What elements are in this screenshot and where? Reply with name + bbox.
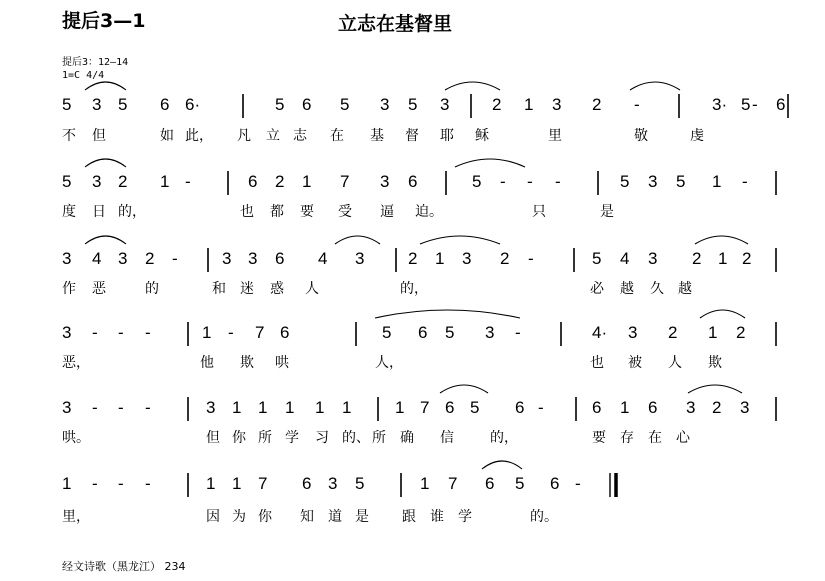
note: 3 bbox=[62, 249, 72, 268]
note: 5 bbox=[355, 474, 365, 493]
lyric-char: 但 bbox=[92, 128, 106, 144]
lyric-char: 的， bbox=[400, 281, 428, 297]
lyric-char: 稣 bbox=[475, 128, 489, 144]
note: 5 bbox=[62, 95, 72, 114]
lyric-char: 人 bbox=[668, 355, 682, 371]
slur bbox=[695, 236, 748, 244]
note: 3 bbox=[485, 323, 495, 342]
slur bbox=[445, 82, 500, 90]
lyric-char: 所 bbox=[258, 430, 272, 446]
note: 1 bbox=[524, 95, 534, 114]
note: 6 bbox=[408, 172, 418, 191]
lyric-char: 如 bbox=[160, 128, 174, 144]
slur bbox=[375, 310, 520, 318]
note: 6 bbox=[160, 95, 170, 114]
note: 7 bbox=[340, 172, 350, 191]
note: 3 bbox=[222, 249, 232, 268]
lyric-char: 的， bbox=[118, 204, 146, 220]
note: 1 bbox=[342, 398, 352, 417]
lyric-char: 惑 bbox=[270, 281, 284, 297]
note: 5 bbox=[472, 172, 482, 191]
note: 5 bbox=[382, 323, 392, 342]
lyric-char: 习 bbox=[315, 430, 329, 446]
note: 1 bbox=[420, 474, 430, 493]
lyric-char: 存 bbox=[620, 430, 634, 446]
note: 1 bbox=[206, 474, 216, 493]
lyric-char: 人， bbox=[375, 355, 403, 371]
note: - bbox=[118, 398, 124, 417]
slur bbox=[440, 385, 488, 393]
slur bbox=[335, 236, 380, 244]
note: - bbox=[145, 474, 151, 493]
note: - bbox=[538, 398, 544, 417]
lyric-char: 逼 bbox=[380, 204, 394, 220]
note: - bbox=[500, 172, 506, 191]
note: 6 bbox=[550, 474, 560, 493]
lyric-char: 哄。 bbox=[62, 430, 90, 446]
lyric-char: 是 bbox=[355, 509, 369, 525]
note: 2 bbox=[118, 172, 128, 191]
note: 5 bbox=[592, 249, 602, 268]
lyric-char: 作 bbox=[62, 281, 76, 297]
note: - bbox=[92, 398, 98, 417]
note: 4 bbox=[318, 249, 328, 268]
lyric-char: 为 bbox=[232, 509, 246, 525]
note: 3· bbox=[712, 95, 728, 114]
note: 2 bbox=[500, 249, 510, 268]
lyric-char: 道 bbox=[328, 509, 342, 525]
lyric-char: 欺 bbox=[708, 355, 722, 371]
lyric-char: 耶 bbox=[440, 128, 454, 144]
lyric-char: 所 bbox=[372, 430, 386, 446]
lyric-char: 迫。 bbox=[415, 204, 443, 220]
lyric-char: 越 bbox=[620, 281, 634, 297]
lyric-char: 的 bbox=[145, 281, 159, 297]
note: 6 bbox=[302, 95, 312, 114]
lyric-char: 基 bbox=[370, 128, 384, 144]
note: 1 bbox=[712, 172, 722, 191]
note: 7 bbox=[448, 474, 458, 493]
note: 5 bbox=[118, 95, 128, 114]
note: - bbox=[752, 95, 758, 114]
note: 3 bbox=[648, 172, 658, 191]
lyric-char: 跟 bbox=[402, 509, 416, 525]
note: - bbox=[527, 172, 533, 191]
note: 5 bbox=[470, 398, 480, 417]
note: 3 bbox=[92, 172, 102, 191]
lyric-char: 因 bbox=[206, 509, 220, 525]
note: 3 bbox=[380, 172, 390, 191]
lyric-char: 哄 bbox=[275, 355, 289, 371]
lyric-char: 要 bbox=[592, 430, 606, 446]
note: - bbox=[634, 95, 640, 114]
note: 7 bbox=[255, 323, 265, 342]
lyric-char: 敬 bbox=[634, 128, 648, 144]
note: 3 bbox=[440, 95, 450, 114]
lyric-char: 他 bbox=[200, 355, 214, 371]
note: 6 bbox=[485, 474, 495, 493]
note: - bbox=[118, 474, 124, 493]
lyric-char: 学 bbox=[458, 509, 472, 525]
note: - bbox=[118, 323, 124, 342]
note: 2 bbox=[742, 249, 752, 268]
lyric-char: 恶 bbox=[92, 281, 106, 297]
lyric-char: 信 bbox=[440, 430, 454, 446]
slur bbox=[688, 385, 742, 393]
note: 3 bbox=[552, 95, 562, 114]
lyric-char: 欺 bbox=[240, 355, 254, 371]
lyric-char: 立 bbox=[266, 128, 280, 144]
note: - bbox=[145, 323, 151, 342]
note: 6 bbox=[418, 323, 428, 342]
note: 5 bbox=[676, 172, 686, 191]
lyric-char: 在 bbox=[330, 128, 344, 144]
note: 2 bbox=[408, 249, 418, 268]
slur bbox=[85, 236, 126, 244]
note: 5 bbox=[275, 95, 285, 114]
lyric-char: 里， bbox=[62, 509, 90, 525]
note: 1 bbox=[232, 474, 242, 493]
note: 1 bbox=[302, 172, 312, 191]
song-code: 提后3—1 bbox=[62, 10, 146, 32]
note: 2 bbox=[736, 323, 746, 342]
note: - bbox=[185, 172, 191, 191]
lyric-char: 恶， bbox=[62, 355, 90, 371]
lyric-char: 必 bbox=[590, 281, 604, 297]
lyric-char: 的、 bbox=[342, 430, 370, 446]
lyric-char: 也 bbox=[590, 355, 604, 371]
slur bbox=[455, 159, 525, 167]
lyric-char: 只 bbox=[532, 204, 546, 220]
lyric-char: 迷 bbox=[240, 281, 254, 297]
note: 2 bbox=[492, 95, 502, 114]
lyric-char: 久 bbox=[650, 281, 664, 297]
note: 7 bbox=[420, 398, 430, 417]
scripture-reference: 提后3：12—14 bbox=[62, 57, 129, 68]
note: 3 bbox=[62, 323, 72, 342]
note: 1 bbox=[620, 398, 630, 417]
note: 4· bbox=[592, 323, 608, 342]
lyric-char: 也 bbox=[240, 204, 254, 220]
note: - bbox=[92, 474, 98, 493]
note: - bbox=[228, 323, 234, 342]
note: 2 bbox=[145, 249, 155, 268]
note: - bbox=[742, 172, 748, 191]
note: 1 bbox=[232, 398, 242, 417]
slur bbox=[85, 82, 126, 90]
note: 6 bbox=[515, 398, 525, 417]
song-title: 立志在基督里 bbox=[338, 13, 453, 35]
slur bbox=[630, 82, 680, 90]
lyric-char: 的。 bbox=[530, 509, 558, 525]
note: 3 bbox=[328, 474, 338, 493]
note: 6 bbox=[280, 323, 290, 342]
note: 6 bbox=[275, 249, 285, 268]
note: 4 bbox=[92, 249, 102, 268]
lyric-char: 日 bbox=[92, 204, 106, 220]
note: 3 bbox=[380, 95, 390, 114]
note: 1 bbox=[285, 398, 295, 417]
note: - bbox=[515, 323, 521, 342]
note: 7 bbox=[258, 474, 268, 493]
note: 2 bbox=[592, 95, 602, 114]
note: 3 bbox=[62, 398, 72, 417]
note: 6 bbox=[776, 95, 786, 114]
lyric-char: 你 bbox=[258, 509, 272, 525]
lyric-char: 和 bbox=[212, 281, 226, 297]
lyric-char: 里 bbox=[548, 128, 562, 144]
note: 5 bbox=[445, 323, 455, 342]
note: 5 bbox=[515, 474, 525, 493]
lyric-char: 你 bbox=[232, 430, 246, 446]
note: 1 bbox=[435, 249, 445, 268]
note: 2 bbox=[668, 323, 678, 342]
note: 5 bbox=[741, 95, 751, 114]
note: 2 bbox=[275, 172, 285, 191]
lyric-char: 受 bbox=[338, 204, 352, 220]
lyric-char: 虔 bbox=[690, 128, 704, 144]
note: - bbox=[555, 172, 561, 191]
note: 2 bbox=[692, 249, 702, 268]
lyric-char: 凡 bbox=[237, 128, 251, 144]
note: 6 bbox=[445, 398, 455, 417]
note: - bbox=[575, 474, 581, 493]
lyric-char: 在 bbox=[648, 430, 662, 446]
note: 1 bbox=[708, 323, 718, 342]
note: 6· bbox=[185, 95, 201, 114]
footer-source: 经文诗歌（黑龙江） 234 bbox=[62, 560, 186, 573]
lyric-char: 被 bbox=[628, 355, 642, 371]
note: 4 bbox=[620, 249, 630, 268]
note: - bbox=[145, 398, 151, 417]
note: 3 bbox=[206, 398, 216, 417]
note: 5 bbox=[408, 95, 418, 114]
note: 1 bbox=[202, 323, 212, 342]
lyric-char: 心 bbox=[676, 430, 690, 446]
slur bbox=[420, 236, 500, 244]
lyric-char: 度 bbox=[62, 204, 76, 220]
lyric-char: 人 bbox=[305, 281, 319, 297]
note: 5 bbox=[62, 172, 72, 191]
key-signature: 1=C 4/4 bbox=[62, 70, 105, 81]
lyric-char: 但 bbox=[206, 430, 220, 446]
note: 2 bbox=[712, 398, 722, 417]
note: - bbox=[528, 249, 534, 268]
note: 3 bbox=[686, 398, 696, 417]
note: 1 bbox=[160, 172, 170, 191]
slur bbox=[482, 461, 522, 469]
note: 5 bbox=[620, 172, 630, 191]
note: - bbox=[92, 323, 98, 342]
note: - bbox=[172, 249, 178, 268]
lyric-char: 督 bbox=[405, 128, 419, 144]
lyric-char: 此， bbox=[185, 128, 213, 144]
note: 3 bbox=[92, 95, 102, 114]
lyric-char: 要 bbox=[300, 204, 314, 220]
lyric-char: 越 bbox=[678, 281, 692, 297]
note: 1 bbox=[395, 398, 405, 417]
note: 1 bbox=[718, 249, 728, 268]
lyric-char: 知 bbox=[300, 509, 314, 525]
note: 3 bbox=[355, 249, 365, 268]
lyric-char: 是 bbox=[600, 204, 614, 220]
lyric-char: 都 bbox=[270, 204, 284, 220]
note: 1 bbox=[258, 398, 268, 417]
note: 5 bbox=[340, 95, 350, 114]
note: 3 bbox=[628, 323, 638, 342]
note: 6 bbox=[248, 172, 258, 191]
note: 1 bbox=[62, 474, 72, 493]
lyric-char: 的， bbox=[490, 430, 518, 446]
slur bbox=[85, 159, 126, 167]
lyric-char: 不 bbox=[62, 128, 76, 144]
note: 3 bbox=[248, 249, 258, 268]
lyric-char: 谁 bbox=[430, 509, 444, 525]
note: 6 bbox=[302, 474, 312, 493]
note: 6 bbox=[648, 398, 658, 417]
slur bbox=[700, 310, 745, 318]
lyric-char: 学 bbox=[285, 430, 299, 446]
lyric-char: 志 bbox=[293, 128, 307, 144]
note: 1 bbox=[315, 398, 325, 417]
note: 3 bbox=[740, 398, 750, 417]
note: 6 bbox=[592, 398, 602, 417]
note: 3 bbox=[118, 249, 128, 268]
lyric-char: 确 bbox=[400, 430, 414, 446]
note: 3 bbox=[462, 249, 472, 268]
note: 3 bbox=[648, 249, 658, 268]
